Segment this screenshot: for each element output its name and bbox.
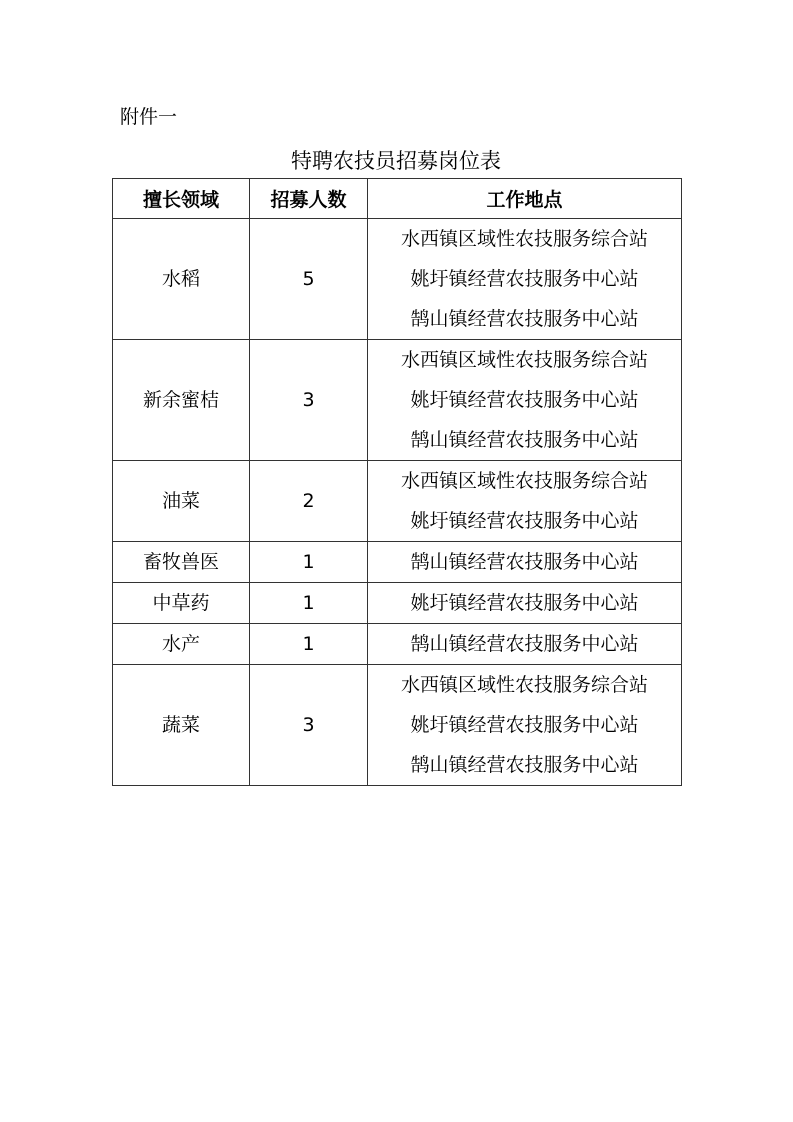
cell-count: 1 (250, 624, 368, 665)
table-row (113, 340, 682, 461)
site-line: 鹄山镇经营农技服务中心站 (410, 633, 639, 655)
cell-sites (368, 624, 682, 665)
cell-sites (368, 542, 682, 583)
recruitment-table (112, 178, 682, 786)
site-line: 姚圩镇经营农技服务中心站 (410, 714, 639, 736)
site-line: 鹄山镇经营农技服务中心站 (410, 754, 639, 776)
table-header-row (113, 179, 682, 219)
site-line: 鹄山镇经营农技服务中心站 (410, 308, 639, 330)
cell-field: 新余蜜桔 (113, 340, 250, 461)
cell-count: 2 (250, 461, 368, 542)
cell-count: 3 (250, 340, 368, 461)
site-line: 水西镇区域性农技服务综合站 (400, 349, 648, 371)
cell-field: 油菜 (113, 461, 250, 542)
site-line: 姚圩镇经营农技服务中心站 (410, 268, 639, 290)
cell-field: 水产 (113, 624, 250, 665)
site-line: 姚圩镇经营农技服务中心站 (410, 389, 639, 411)
header-sites: 工作地点 (368, 179, 682, 219)
cell-count: 3 (250, 665, 368, 786)
cell-sites (368, 219, 682, 340)
attachment-label: 附件一 (120, 106, 178, 128)
site-line: 水西镇区域性农技服务综合站 (400, 228, 648, 250)
header-count: 招募人数 (250, 179, 368, 219)
cell-sites (368, 583, 682, 624)
site-line: 水西镇区域性农技服务综合站 (400, 674, 648, 696)
table-row (113, 624, 682, 665)
cell-count: 1 (250, 583, 368, 624)
site-line: 姚圩镇经营农技服务中心站 (410, 510, 639, 532)
table-row (113, 665, 682, 786)
cell-sites (368, 665, 682, 786)
cell-sites (368, 461, 682, 542)
site-line: 鹄山镇经营农技服务中心站 (410, 551, 639, 573)
page-title: 特聘农技员招募岗位表 (291, 149, 501, 173)
table-row (113, 219, 682, 340)
table-row (113, 542, 682, 583)
site-line: 鹄山镇经营农技服务中心站 (410, 429, 639, 451)
cell-count: 1 (250, 542, 368, 583)
cell-sites (368, 340, 682, 461)
cell-field: 水稻 (113, 219, 250, 340)
table-row (113, 461, 682, 542)
cell-field: 畜牧兽医 (113, 542, 250, 583)
site-line: 水西镇区域性农技服务综合站 (400, 470, 648, 492)
cell-count: 5 (250, 219, 368, 340)
cell-field: 蔬菜 (113, 665, 250, 786)
header-field: 擅长领域 (113, 179, 250, 219)
site-line: 姚圩镇经营农技服务中心站 (410, 592, 639, 614)
table-row (113, 583, 682, 624)
cell-field: 中草药 (113, 583, 250, 624)
